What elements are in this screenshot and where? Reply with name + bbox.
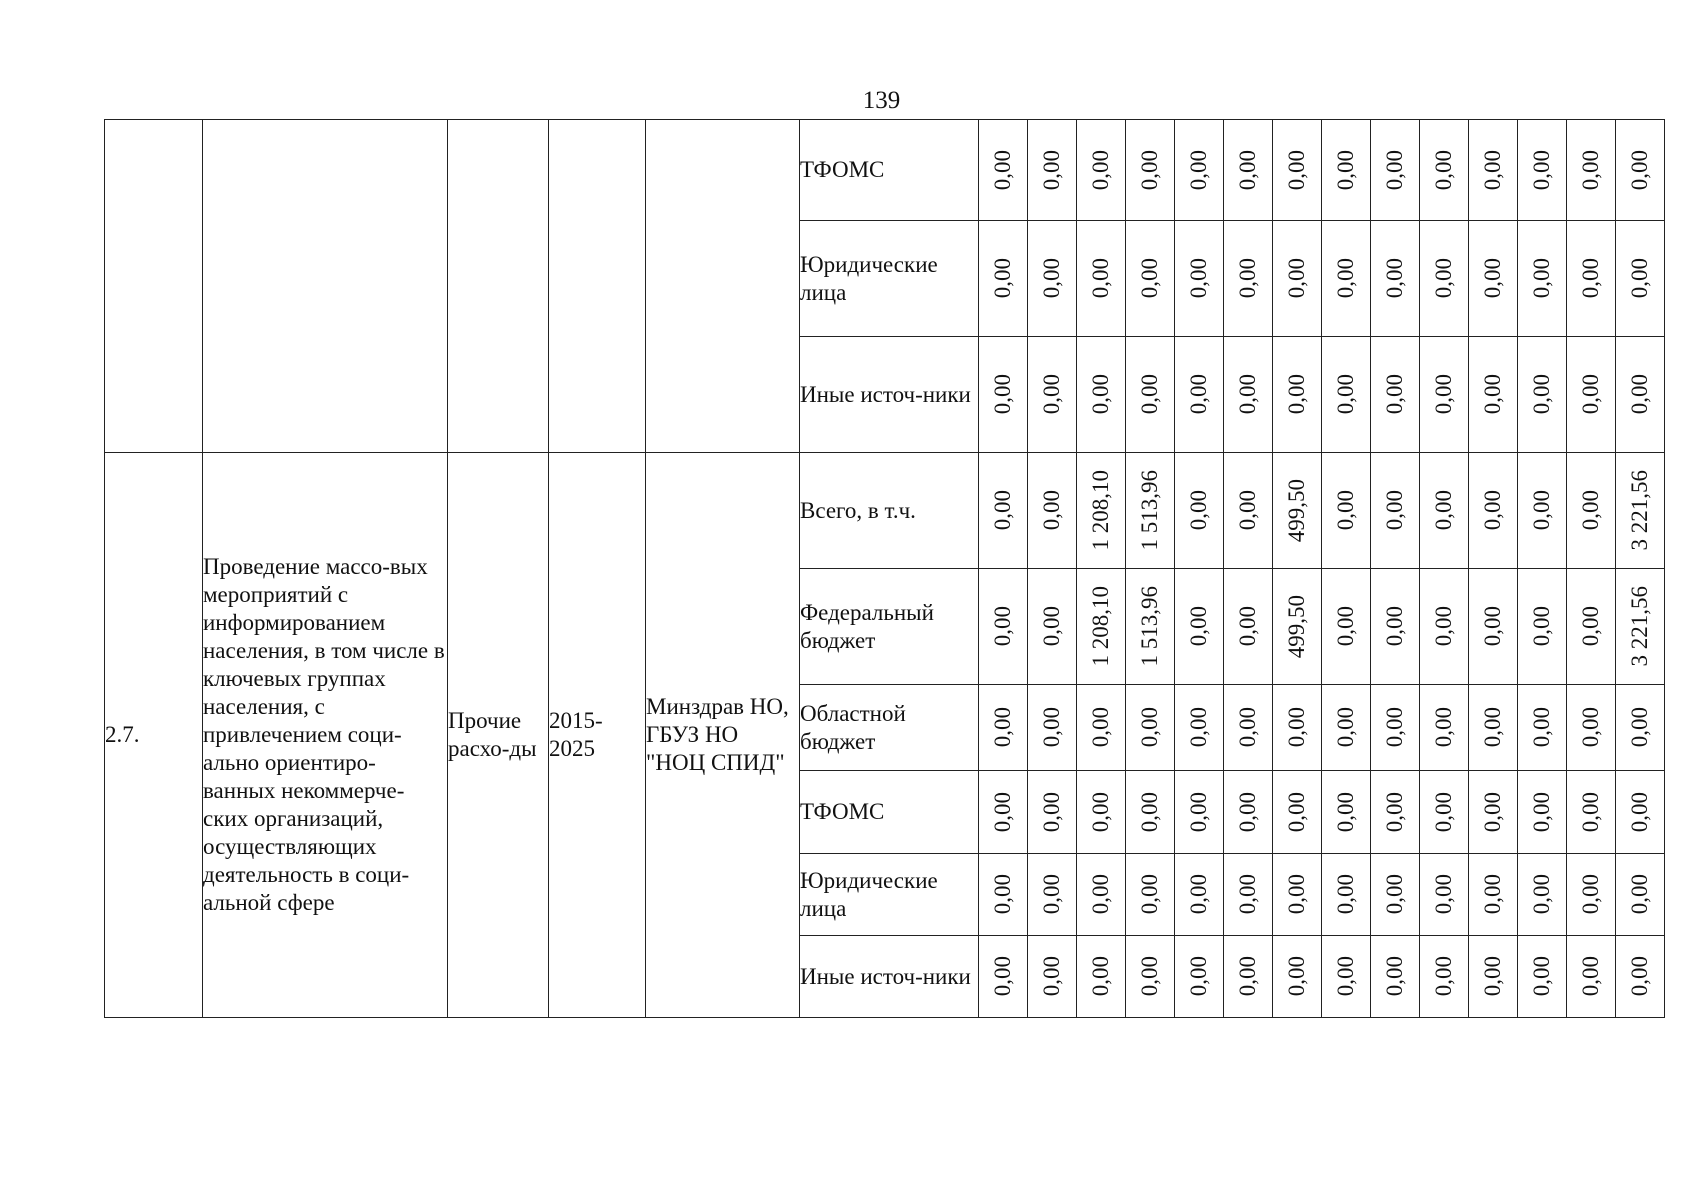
- value-cell: [1420, 453, 1469, 569]
- value-text: 0,00: [1480, 258, 1505, 299]
- continuation-executor-cell: [646, 120, 800, 453]
- value-text: 0,00: [1529, 956, 1554, 997]
- value-cell: [1469, 221, 1518, 337]
- value-cell: [1420, 569, 1469, 685]
- continuation-type-cell: [448, 120, 549, 453]
- value-cell: [1616, 453, 1665, 569]
- value-text: 3 221,56: [1627, 470, 1652, 551]
- value-cell: [979, 120, 1028, 221]
- value-text: 0,00: [1284, 956, 1309, 997]
- value-cell: [1469, 936, 1518, 1018]
- value-text: 0,00: [1480, 956, 1505, 997]
- value-text: 0,00: [990, 874, 1015, 915]
- value-cell: [1518, 337, 1567, 453]
- value-cell: [1175, 854, 1224, 936]
- value-cell: [1567, 453, 1616, 569]
- value-text: 3 221,56: [1627, 586, 1652, 667]
- value-text: 0,00: [1480, 874, 1505, 915]
- value-cell: [1616, 221, 1665, 337]
- value-cell: [1567, 221, 1616, 337]
- value-cell: [1077, 685, 1126, 771]
- value-cell: [1371, 936, 1420, 1018]
- value-text: 0,00: [1235, 956, 1260, 997]
- value-text: 0,00: [1382, 606, 1407, 647]
- value-text: 0,00: [1039, 374, 1064, 415]
- value-cell: [1420, 771, 1469, 854]
- value-cell: [1224, 120, 1273, 221]
- value-cell: [1077, 337, 1126, 453]
- value-cell: [1420, 685, 1469, 771]
- value-cell: [1224, 771, 1273, 854]
- value-cell: [1322, 854, 1371, 936]
- value-text: 0,00: [1578, 149, 1603, 191]
- value-text: 1 513,96: [1137, 470, 1162, 551]
- value-text: 0,00: [1235, 791, 1260, 833]
- value-cell: [1616, 569, 1665, 685]
- value-cell: [1616, 771, 1665, 854]
- value-cell: [1469, 337, 1518, 453]
- value-text: 0,00: [1137, 707, 1162, 748]
- value-text: 0,00: [1186, 874, 1211, 915]
- value-text: 0,00: [1333, 956, 1358, 997]
- value-text: 0,00: [1235, 258, 1260, 299]
- value-cell: [1371, 221, 1420, 337]
- funding-source-label: Иные источ-ники: [800, 337, 979, 453]
- value-cell: [1567, 936, 1616, 1018]
- funding-source-label: Юридические лица: [800, 221, 979, 337]
- value-text: 0,00: [1333, 606, 1358, 647]
- value-text: 0,00: [1431, 374, 1456, 415]
- value-text: 0,00: [1333, 490, 1358, 531]
- value-text: 0,00: [1088, 149, 1113, 191]
- value-cell: [1371, 120, 1420, 221]
- value-cell: [1273, 685, 1322, 771]
- value-cell: [1322, 936, 1371, 1018]
- value-cell: [1126, 936, 1175, 1018]
- value-cell: [1175, 771, 1224, 854]
- value-text: 0,00: [1137, 374, 1162, 415]
- value-text: 0,00: [990, 490, 1015, 531]
- value-cell: [1518, 120, 1567, 221]
- value-text: 0,00: [1039, 791, 1064, 833]
- value-text: 0,00: [1284, 791, 1309, 833]
- value-text: 0,00: [1578, 374, 1603, 415]
- value-text: 0,00: [1137, 956, 1162, 997]
- value-text: 0,00: [1039, 707, 1064, 748]
- value-cell: [1126, 337, 1175, 453]
- value-cell: [1077, 120, 1126, 221]
- value-cell: [1420, 221, 1469, 337]
- value-text: 0,00: [1186, 374, 1211, 415]
- value-text: 0,00: [1039, 258, 1064, 299]
- value-text: 0,00: [1431, 258, 1456, 299]
- value-cell: [1175, 221, 1224, 337]
- value-cell: [1518, 771, 1567, 854]
- item-name: Проведение массо-вых мероприятий с информированием населения, в том числе в ключевых группах населения, с привлечением соци-ально ориентиро-ванных некоммерче-ских организаций, осуществляющих деятельность в соци-альной сфере: [203, 453, 448, 1018]
- value-cell: [1371, 771, 1420, 854]
- value-cell: [1469, 453, 1518, 569]
- value-text: 0,00: [1627, 149, 1652, 191]
- value-text: 0,00: [1333, 374, 1358, 415]
- value-text: 0,00: [1431, 956, 1456, 997]
- value-cell: [979, 453, 1028, 569]
- value-cell: [1322, 221, 1371, 337]
- value-text: 0,00: [1235, 606, 1260, 647]
- value-text: 0,00: [1529, 791, 1554, 833]
- value-cell: [1126, 569, 1175, 685]
- value-text: 0,00: [1235, 149, 1260, 191]
- value-text: 0,00: [1039, 606, 1064, 647]
- value-cell: [1371, 569, 1420, 685]
- continuation-name-cell: [203, 120, 448, 453]
- value-text: 0,00: [1284, 874, 1309, 915]
- value-text: 0,00: [1235, 374, 1260, 415]
- value-text: 0,00: [1333, 791, 1358, 833]
- value-cell: [979, 337, 1028, 453]
- table-row: [105, 120, 1665, 221]
- value-cell: [1420, 120, 1469, 221]
- value-cell: [1077, 569, 1126, 685]
- value-cell: [1028, 936, 1077, 1018]
- value-cell: [1567, 771, 1616, 854]
- value-cell: [1077, 854, 1126, 936]
- table-row: [105, 453, 1665, 569]
- value-text: 0,00: [1480, 791, 1505, 833]
- value-cell: [1469, 569, 1518, 685]
- value-text: 0,00: [1627, 374, 1652, 415]
- value-cell: [1616, 120, 1665, 221]
- value-cell: [1322, 120, 1371, 221]
- value-cell: [1028, 337, 1077, 453]
- value-cell: [1420, 854, 1469, 936]
- value-cell: [1518, 936, 1567, 1018]
- value-text: 0,00: [1431, 707, 1456, 748]
- value-text: 499,50: [1284, 594, 1309, 659]
- value-cell: [1224, 221, 1273, 337]
- value-text: 0,00: [1627, 707, 1652, 748]
- value-cell: [1028, 771, 1077, 854]
- value-cell: [1126, 854, 1175, 936]
- value-cell: [1126, 221, 1175, 337]
- value-text: 0,00: [1529, 606, 1554, 647]
- value-cell: [1616, 685, 1665, 771]
- value-text: 0,00: [1284, 149, 1309, 191]
- value-text: 0,00: [990, 606, 1015, 647]
- value-cell: [1322, 569, 1371, 685]
- value-cell: [1077, 936, 1126, 1018]
- value-text: 0,00: [1088, 874, 1113, 915]
- value-text: 1 208,10: [1088, 586, 1113, 667]
- funding-source-label: ТФОМС: [800, 771, 979, 854]
- value-cell: [1273, 221, 1322, 337]
- value-cell: [1273, 453, 1322, 569]
- value-cell: [979, 771, 1028, 854]
- value-text: 0,00: [1088, 707, 1113, 748]
- value-text: 0,00: [1382, 874, 1407, 915]
- value-text: 0,00: [1480, 149, 1505, 191]
- value-text: 0,00: [1284, 258, 1309, 299]
- value-text: 0,00: [1039, 956, 1064, 997]
- value-text: 0,00: [1333, 874, 1358, 915]
- value-cell: [1420, 936, 1469, 1018]
- item-period: 2015-2025: [549, 453, 646, 1018]
- value-cell: [1371, 854, 1420, 936]
- value-cell: [1175, 569, 1224, 685]
- value-text: 1 513,96: [1137, 586, 1162, 667]
- value-text: 0,00: [990, 258, 1015, 299]
- value-cell: [1518, 569, 1567, 685]
- value-text: 0,00: [1088, 791, 1113, 833]
- value-cell: [1518, 685, 1567, 771]
- value-text: 0,00: [1186, 956, 1211, 997]
- value-cell: [1371, 685, 1420, 771]
- value-text: 0,00: [1578, 874, 1603, 915]
- value-text: 0,00: [1186, 149, 1211, 191]
- value-cell: [1175, 453, 1224, 569]
- value-cell: [1126, 453, 1175, 569]
- value-text: 0,00: [1382, 707, 1407, 748]
- item-expense-type: Прочие расхо-ды: [448, 453, 549, 1018]
- value-text: 0,00: [1186, 258, 1211, 299]
- value-cell: [1518, 854, 1567, 936]
- value-cell: [1175, 685, 1224, 771]
- value-cell: [1224, 685, 1273, 771]
- value-cell: [1224, 854, 1273, 936]
- page-number: 139: [862, 87, 901, 114]
- value-cell: [1028, 685, 1077, 771]
- value-text: 0,00: [1480, 490, 1505, 531]
- value-text: 0,00: [1529, 874, 1554, 915]
- funding-source-label: Иные источ-ники: [800, 936, 979, 1018]
- item-number: 2.7.: [105, 453, 203, 1018]
- value-cell: [1175, 936, 1224, 1018]
- funding-source-label: Юридические лица: [800, 854, 979, 936]
- continuation-number-cell: [105, 120, 203, 453]
- value-cell: [1273, 569, 1322, 685]
- value-text: 0,00: [1480, 606, 1505, 647]
- value-text: 0,00: [1578, 490, 1603, 531]
- value-cell: [1567, 569, 1616, 685]
- value-cell: [1518, 221, 1567, 337]
- value-text: 0,00: [1431, 874, 1456, 915]
- value-cell: [1273, 120, 1322, 221]
- value-text: 0,00: [1088, 956, 1113, 997]
- value-cell: [1224, 453, 1273, 569]
- value-cell: [1322, 771, 1371, 854]
- value-text: 0,00: [1137, 149, 1162, 191]
- value-text: 0,00: [1578, 258, 1603, 299]
- value-cell: [1371, 337, 1420, 453]
- value-text: 0,00: [1088, 374, 1113, 415]
- value-text: 0,00: [990, 791, 1015, 833]
- value-text: 0,00: [1431, 606, 1456, 647]
- value-cell: [1028, 569, 1077, 685]
- value-cell: [1273, 337, 1322, 453]
- value-cell: [979, 221, 1028, 337]
- value-text: 0,00: [1039, 874, 1064, 915]
- value-text: 0,00: [1382, 374, 1407, 415]
- value-text: 0,00: [1627, 956, 1652, 997]
- value-text: 0,00: [1578, 791, 1603, 833]
- value-cell: [1567, 120, 1616, 221]
- value-text: 0,00: [1235, 490, 1260, 531]
- value-text: 0,00: [1431, 490, 1456, 531]
- value-text: 0,00: [1137, 258, 1162, 299]
- value-cell: [1273, 854, 1322, 936]
- value-cell: [979, 569, 1028, 685]
- value-text: 0,00: [1284, 374, 1309, 415]
- value-text: 0,00: [1039, 490, 1064, 531]
- value-cell: [1126, 685, 1175, 771]
- value-cell: [1469, 685, 1518, 771]
- value-cell: [1224, 569, 1273, 685]
- value-cell: [1028, 854, 1077, 936]
- value-text: 0,00: [1480, 374, 1505, 415]
- value-text: 0,00: [1529, 707, 1554, 748]
- value-text: 0,00: [1529, 149, 1554, 191]
- item-executor: Минздрав НО, ГБУЗ НО "НОЦ СПИД": [646, 453, 800, 1018]
- value-cell: [1371, 453, 1420, 569]
- value-cell: [1224, 936, 1273, 1018]
- value-text: 0,00: [1235, 874, 1260, 915]
- value-cell: [1077, 221, 1126, 337]
- value-text: 0,00: [1186, 606, 1211, 647]
- value-text: 0,00: [1186, 791, 1211, 833]
- value-text: 0,00: [1137, 874, 1162, 915]
- value-cell: [1567, 854, 1616, 936]
- value-cell: [1322, 337, 1371, 453]
- value-cell: [1469, 120, 1518, 221]
- value-text: 0,00: [1578, 707, 1603, 748]
- value-cell: [1175, 337, 1224, 453]
- value-text: 0,00: [1039, 149, 1064, 191]
- value-cell: [1420, 337, 1469, 453]
- value-text: 0,00: [1333, 258, 1358, 299]
- value-cell: [1077, 453, 1126, 569]
- value-text: 0,00: [1235, 707, 1260, 748]
- value-cell: [979, 936, 1028, 1018]
- value-cell: [1273, 771, 1322, 854]
- value-text: 1 208,10: [1088, 470, 1113, 551]
- value-text: 0,00: [1431, 149, 1456, 191]
- value-cell: [1028, 120, 1077, 221]
- value-text: 0,00: [1382, 258, 1407, 299]
- value-text: 0,00: [1529, 374, 1554, 415]
- value-text: 0,00: [1186, 490, 1211, 531]
- value-cell: [1126, 771, 1175, 854]
- value-text: 0,00: [1137, 791, 1162, 833]
- funding-source-label: ТФОМС: [800, 120, 979, 221]
- value-cell: [1273, 936, 1322, 1018]
- continuation-period-cell: [549, 120, 646, 453]
- value-cell: [979, 685, 1028, 771]
- value-text: 0,00: [1333, 707, 1358, 748]
- value-cell: [1469, 771, 1518, 854]
- value-cell: [1616, 337, 1665, 453]
- value-text: 0,00: [990, 374, 1015, 415]
- value-cell: [979, 854, 1028, 936]
- value-text: 0,00: [1627, 258, 1652, 299]
- value-text: 0,00: [1529, 490, 1554, 531]
- value-text: 0,00: [1382, 490, 1407, 531]
- value-cell: [1616, 936, 1665, 1018]
- value-text: 0,00: [1480, 707, 1505, 748]
- value-cell: [1175, 120, 1224, 221]
- value-cell: [1126, 120, 1175, 221]
- value-cell: [1028, 221, 1077, 337]
- funding-source-label: Областной бюджет: [800, 685, 979, 771]
- value-cell: [1224, 337, 1273, 453]
- funding-table: [104, 119, 1665, 1018]
- value-cell: [1028, 453, 1077, 569]
- value-text: 0,00: [1284, 707, 1309, 748]
- value-cell: [1518, 453, 1567, 569]
- value-text: 0,00: [1382, 149, 1407, 191]
- value-cell: [1077, 771, 1126, 854]
- value-text: 0,00: [1578, 606, 1603, 647]
- value-text: 0,00: [990, 956, 1015, 997]
- value-text: 0,00: [1382, 791, 1407, 833]
- value-cell: [1322, 453, 1371, 569]
- funding-source-label: Федеральный бюджет: [800, 569, 979, 685]
- value-text: 0,00: [1088, 258, 1113, 299]
- value-text: 0,00: [990, 707, 1015, 748]
- value-text: 0,00: [1186, 707, 1211, 748]
- value-text: 0,00: [1333, 149, 1358, 191]
- value-text: 0,00: [1431, 791, 1456, 833]
- funding-source-label: Всего, в т.ч.: [800, 453, 979, 569]
- value-cell: [1469, 854, 1518, 936]
- value-text: 0,00: [1627, 791, 1652, 833]
- value-text: 0,00: [1578, 956, 1603, 997]
- value-text: 0,00: [990, 149, 1015, 191]
- value-text: 0,00: [1529, 258, 1554, 299]
- value-text: 499,50: [1284, 478, 1309, 543]
- value-text: 0,00: [1627, 874, 1652, 915]
- value-cell: [1567, 337, 1616, 453]
- value-cell: [1567, 685, 1616, 771]
- value-cell: [1322, 685, 1371, 771]
- value-cell: [1616, 854, 1665, 936]
- value-text: 0,00: [1382, 956, 1407, 997]
